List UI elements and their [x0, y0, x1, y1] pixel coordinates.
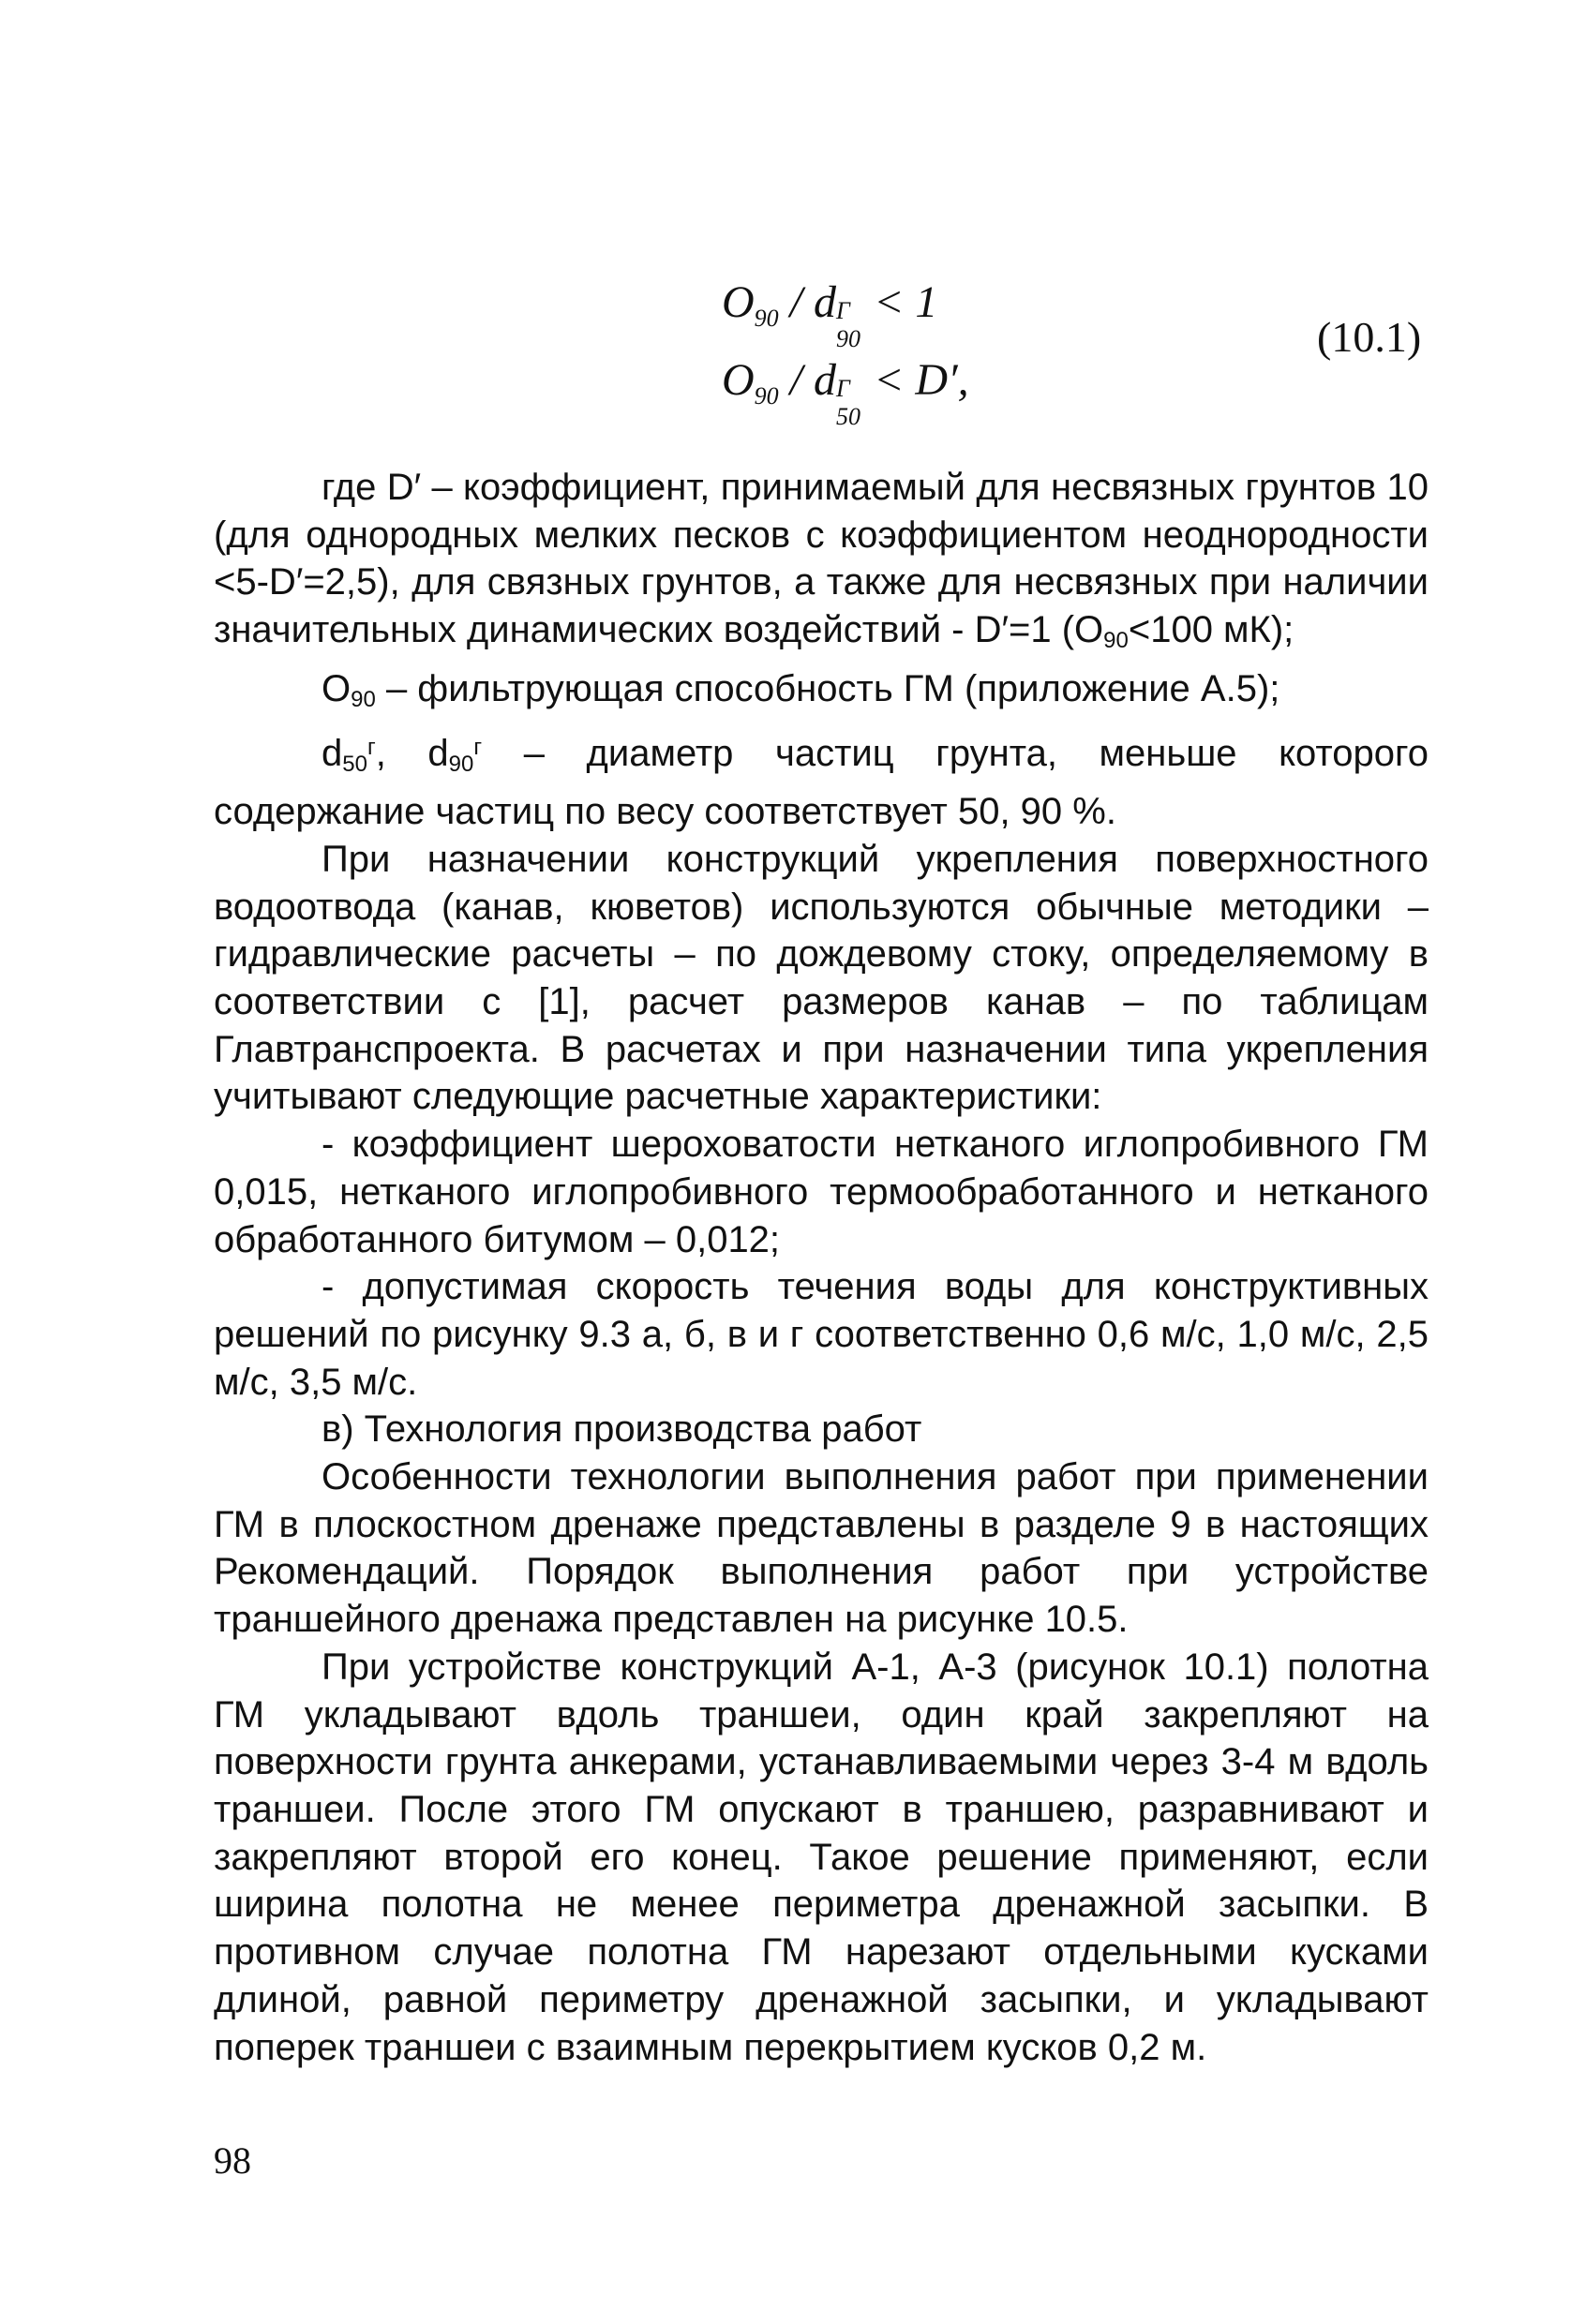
formula-line-1	[722, 272, 969, 350]
paragraph-definition-d50	[214, 724, 1429, 836]
formula-block	[722, 272, 969, 430]
formula-subscript: 90	[754, 305, 779, 332]
paragraph-text: где D′ – коэффициент, принимаемый для несвязных грунтов 10 (для однородных мелких песков с коэффициентом неоднородности <5-D′=2,5), для связных грунтов, а также для несвязных при наличии значительных динамических воздействий - D′=1 (O	[214, 467, 1429, 651]
formula-subscript: 50	[836, 402, 861, 430]
formula-subscript: 90	[754, 382, 779, 410]
subscript: 90	[351, 686, 376, 712]
paragraph-definition-d	[214, 464, 1429, 665]
formula-superscript: Г	[836, 374, 850, 402]
paragraph-technology: Особенности технологии выполнения работ при применении ГМ в плоскостном дренаже представлены в разделе 9 в настоящих Рекомендаций. Порядок выполнения работ при устройстве траншейного дренажа представлен на рисунке 10.5.	[214, 1456, 1429, 1641]
paragraph-text: d	[322, 732, 343, 774]
paragraph-text: <100 мК);	[1128, 609, 1294, 651]
formula-symbol: O	[722, 277, 755, 327]
paragraph-text: , d	[375, 732, 449, 774]
paragraph-text: O	[322, 667, 352, 709]
subscript: 90	[448, 751, 474, 777]
formula-line-2	[722, 350, 969, 430]
formula-symbol: d	[814, 355, 837, 405]
page-number: 98	[214, 2139, 251, 2182]
body-text	[214, 464, 1429, 2071]
paragraph-installation: При устройстве конструкций А-1, А-3 (рисунок 10.1) полотна ГМ укладывают вдоль траншеи, один край закрепляют на поверхности грунта анкерами, устанавливаемыми через 3-4 м вдоль траншеи. После этого ГМ опускают в траншею, разравнивают и закрепляют второй его конец. Такое решение применяют, если ширина полотна не менее периметра дренажной засыпки. В противном случае полотна ГМ нарезают отдельными кусками длиной, равной периметру дренажной засыпки, и укладывают поперек траншеи с взаимным перекрытием кусков 0,2 м.	[214, 1646, 1429, 2068]
paragraph-text: – диаметр частиц грунта, меньше которого содержание частиц по весу соответствует 50, 90 %.	[214, 732, 1429, 833]
formula-relation: < 1	[862, 277, 938, 327]
formula-operator: /	[778, 277, 815, 327]
paragraph-text: – фильтрующая способность ГМ (приложение А.5);	[375, 667, 1280, 709]
paragraph-definition-o90	[214, 665, 1429, 724]
formula-operator: /	[778, 355, 815, 405]
paragraph-velocity: - допустимая скорость течения воды для конструктивных решений по рисунку 9.3 а, б, в и г соответственно 0,6 м/с, 1,0 м/с, 2,5 м/с, 3,5 м/с.	[214, 1266, 1429, 1403]
formula-symbol: d	[814, 277, 837, 327]
formula-supsub	[836, 365, 862, 430]
formula-superscript: Г	[836, 296, 850, 324]
subscript: 90	[1103, 628, 1129, 654]
paragraph-drainage-design: При назначении конструкций укрепления поверхностного водоотвода (канав, кюветов) используются обычные методики – гидравлические расчеты – по дождевому стоку, определяемому в соответствии с [1], расчет размеров канав – по таблицам Главтранспроекта. В расчетах и при назначении типа укрепления учитывают следующие расчетные характеристики:	[214, 838, 1429, 1118]
superscript: г	[367, 734, 376, 760]
formula-supsub	[836, 288, 862, 352]
paragraph-roughness: - коэффициент шероховатости нетканого иглопробивного ГМ 0,015, нетканого иглопробивного термообработанного и нетканого обработанного битумом – 0,012;	[214, 1124, 1429, 1260]
formula-subscript: 90	[836, 324, 861, 352]
formula-relation: < D′,	[862, 355, 969, 405]
equation-number: (10.1)	[1317, 313, 1422, 361]
superscript: г	[473, 734, 483, 760]
section-heading: в) Технология производства работ	[322, 1408, 922, 1451]
formula-symbol: O	[722, 355, 755, 405]
subscript: 50	[342, 751, 367, 777]
